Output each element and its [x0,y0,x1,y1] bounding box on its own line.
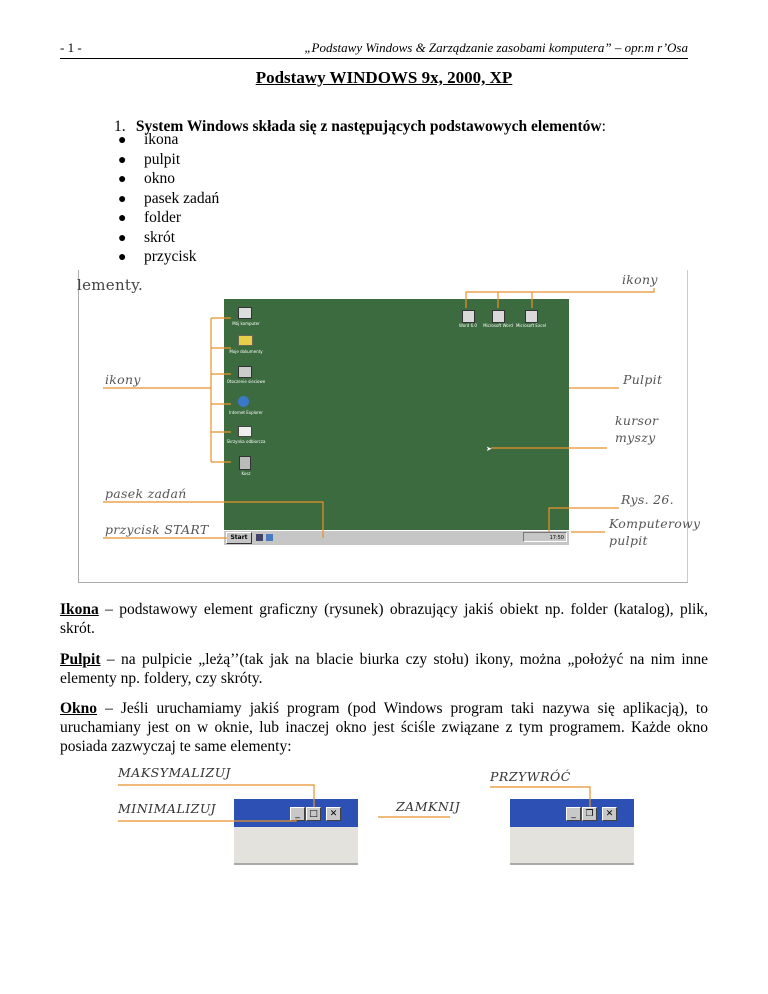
clock: 17:50 [549,535,564,541]
inbox-icon [238,426,252,437]
minimize-button[interactable]: _ [290,807,305,821]
window-body [234,827,358,865]
mycomputer-icon [238,307,252,319]
term-pulpit: Pulpit [60,651,101,668]
label-pasek-zadan: pasek zadań [105,486,187,501]
bullet-icon: ● [118,152,127,168]
label-przycisk-start: przycisk START [105,522,209,537]
label-zamknij: ZAMKNIJ [396,799,461,814]
section-text: System Windows składa się z następujących podstawowych elementów [135,118,602,135]
icon-label: Skrzynka odbiorcza [226,439,266,444]
figure-corner-text: lementy. [77,276,144,294]
icon-label: Microsoft Word [483,323,513,328]
term-okno: Okno [60,700,98,717]
label-maksymalizuj: MAKSYMALIZUJ [118,765,231,780]
paragraph-okno: Okno – Jeśli uruchamiamy jakiś program (pod Windows program taki nazywa się aplikacją), to uruchamiany jest on w oknie, lub inaczej okno jest ściśle związane z tym programem. Każde okno posiada zazwyczaj te same elementy: [60,700,708,755]
label-pulpit: Pulpit [623,372,663,387]
bullet-icon: ● [118,191,127,207]
folder-icon [238,335,253,346]
list-item: ● okno [118,169,219,189]
page-number: - 1 - [60,40,82,55]
desktop-screen [224,299,569,544]
icon-label: Kosz [241,471,251,476]
list-item: ● przycisk [118,247,219,267]
page-header [60,40,688,59]
label-ikony-left: ikony [105,372,141,387]
internet-explorer-icon [238,396,249,407]
network-icon [238,366,252,378]
elements-list [118,130,219,267]
paragraph-ikona: Ikona – podstawowy element graficzny (rysunek) obrazujący jakiś obiekt np. folder (katalog), plik, skrót. [60,601,708,637]
excel-icon [525,310,538,323]
word-icon [492,310,505,323]
system-tray [523,532,567,542]
label-pulpit2: pulpit [609,533,648,548]
term-ikona: Ikona [60,601,99,618]
word6-icon [462,310,475,323]
label-ikony-top: ikony [622,272,658,287]
quicklaunch-icon [256,534,263,541]
label-myszy: myszy [615,430,656,445]
bullet-icon: ● [118,250,127,265]
window-body [510,827,634,865]
bullet-icon: ● [118,172,127,187]
maximize-button[interactable]: □ [306,807,321,821]
icon-label: Microsoft Excel [515,323,547,328]
minimize-button[interactable]: _ [566,807,581,821]
quicklaunch-icon [266,534,273,541]
bullet-icon: ● [118,133,127,148]
recycle-bin-icon [239,456,251,470]
icon-label: Moje dokumenty [229,349,263,354]
icon-label: Internet Explorer [229,410,263,415]
start-button: Start [226,532,252,544]
list-item: ● skrót [118,228,219,248]
list-item: ● ikona [118,130,219,150]
icon-label: Word 6.0 [459,323,477,328]
window-controls-figure [110,765,650,875]
icon-label: Otoczenie sieciowe [226,379,266,384]
bullet-icon: ● [118,230,127,246]
icon-label: Mój komputer [232,321,260,326]
paragraph-pulpit: Pulpit – na pulpicie „leżą’’(tak jak na blacie biurka czy stołu) ikony, można „położyć na nim inne elementy np. foldery, czy skróty. [60,651,708,687]
section-suffix: : [601,118,606,135]
label-kursor: kursor [615,413,659,428]
list-item: ● folder [118,208,219,228]
bullet-icon: ● [118,211,127,226]
restore-button[interactable]: ❐ [582,807,597,821]
header-title: „Podstawy Windows & Zarządzanie zasobami komputera” – opr.m r’Osa [304,40,688,55]
list-item: ● pulpit [118,150,219,170]
taskbar [224,530,569,545]
list-item: ● pasek zadań [118,189,219,209]
close-button[interactable]: ✕ [602,807,617,821]
label-rys: Rys. 26. [621,492,674,507]
label-przywroc: PRZYWRÓĆ [490,769,571,784]
section-number: 1. [114,118,126,135]
label-minimalizuj: MINIMALIZUJ [118,801,217,816]
label-komputerowy: Komputerowy [609,516,701,531]
close-button[interactable]: ✕ [326,807,341,821]
desktop-figure [77,270,701,583]
document-title: Podstawy WINDOWS 9x, 2000, XP [255,68,513,87]
mouse-cursor-icon: ➤ [486,445,492,453]
